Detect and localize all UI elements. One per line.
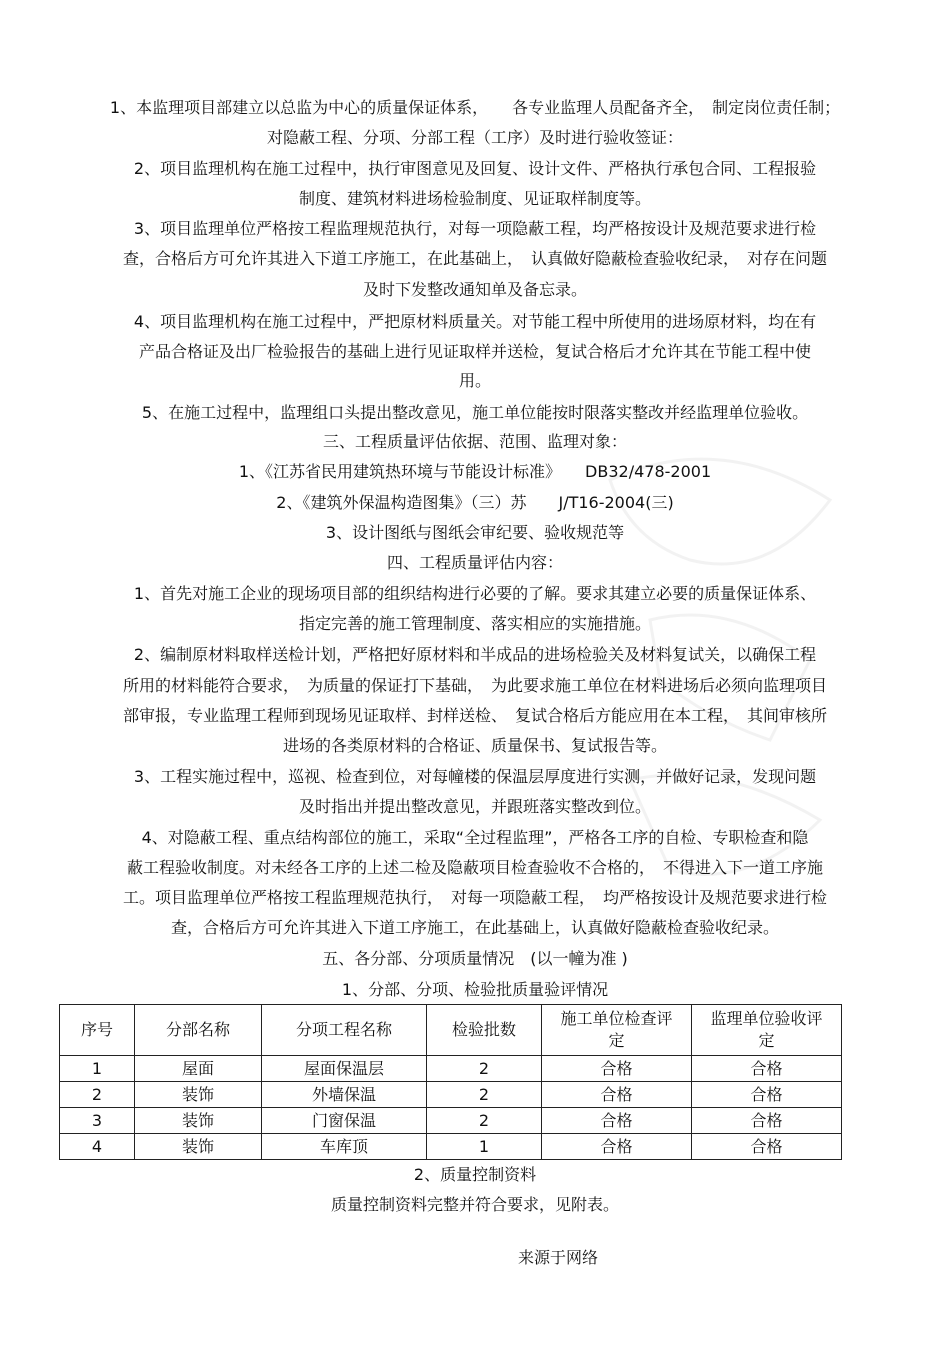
table-caption: 1、分部、分项、检验批质量验评情况 bbox=[341, 980, 609, 999]
paragraph-line: 4、项目监理机构在施工过程中，严把原材料质量关。对节能工程中所使用的进场原材料，均在有 bbox=[133, 312, 817, 331]
table-header-row bbox=[60, 1005, 842, 1056]
reference-item: 1、《江苏省民用建筑热环境与节能设计标准》 DB32/478-2001 bbox=[238, 462, 712, 481]
table-cell: 装饰 bbox=[135, 1082, 262, 1108]
table-cell: 门窗保温 bbox=[262, 1108, 427, 1134]
table-cell: 4 bbox=[60, 1134, 135, 1160]
paragraph-line: 产品合格证及出厂检验报告的基础上进行见证取样并送检，复试合格后才允许其在节能工程中使 bbox=[138, 342, 811, 361]
paragraph-line: 工。项目监理单位严格按工程监理规范执行， 对每一项隐蔽工程， 均严格按设计及规范要求进行检 bbox=[122, 888, 827, 907]
table-cell: 屋面保温层 bbox=[262, 1056, 427, 1082]
paragraph-line: 查，合格后方可允许其进入下道工序施工，在此基础上， 认真做好隐蔽检查验收纪录， 对存在问题 bbox=[122, 249, 827, 268]
table-cell: 合格 bbox=[542, 1082, 692, 1108]
section-heading: 四、工程质量评估内容： bbox=[386, 553, 563, 572]
table-cell: 1 bbox=[60, 1056, 135, 1082]
table-row bbox=[60, 1108, 842, 1134]
table-cell: 屋面 bbox=[135, 1056, 262, 1082]
header-cell: 分部名称 bbox=[135, 1005, 262, 1056]
table-cell: 2 bbox=[427, 1082, 542, 1108]
table-cell: 2 bbox=[60, 1082, 135, 1108]
section-heading: 五、各分部、分项质量情况 (以一幢为准 ) bbox=[322, 949, 628, 968]
paragraph-line: 查，合格后方可允许其进入下道工序施工，在此基础上，认真做好隐蔽检查验收纪录。 bbox=[170, 918, 779, 937]
paragraph-line: 对隐蔽工程、分项、分部工程（工序）及时进行验收签证： bbox=[266, 128, 683, 147]
paragraph-line: 5、在施工过程中，监理组口头提出整改意见，施工单位能按时限落实整改并经监理单位验收。 bbox=[141, 403, 809, 422]
paragraph-line: 指定完善的施工管理制度、落实相应的实施措施。 bbox=[298, 614, 651, 633]
table-row bbox=[60, 1056, 842, 1082]
paragraph-line: 制度、建筑材料进场检验制度、见证取样制度等。 bbox=[298, 189, 651, 208]
table-cell: 外墙保温 bbox=[262, 1082, 427, 1108]
reference-item: 2、《建筑外保温构造图集》（三）苏 J/T16-2004(三) bbox=[276, 493, 674, 512]
paragraph-line: 及时指出并提出整改意见，并跟班落实整改到位。 bbox=[298, 797, 651, 816]
paragraph-line: 4、对隐蔽工程、重点结构部位的施工，采取“全过程监理”，严格各工序的自检、专职检查和隐 bbox=[141, 828, 809, 847]
table-cell: 合格 bbox=[542, 1134, 692, 1160]
paragraph-line: 及时下发整改通知单及备忘录。 bbox=[362, 280, 587, 299]
section-heading: 三、工程质量评估依据、范围、监理对象： bbox=[322, 432, 627, 451]
subsection-heading: 2、质量控制资料 bbox=[413, 1165, 537, 1184]
paragraph-line: 3、项目监理单位严格按工程监理规范执行，对每一项隐蔽工程，均严格按设计及规范要求进行检 bbox=[133, 219, 817, 238]
paragraph-line: 部审报，专业监理工程师到现场见证取样、封样送检、 复试合格后方能应用在本工程， 其间审核所 bbox=[122, 706, 827, 725]
table-cell: 1 bbox=[427, 1134, 542, 1160]
table-row bbox=[60, 1082, 842, 1108]
header-cell: 序号 bbox=[60, 1005, 135, 1056]
header-cell: 监理单位验收评定 bbox=[692, 1005, 842, 1056]
header-cell: 施工单位检查评定 bbox=[542, 1005, 692, 1056]
table-cell: 车库顶 bbox=[262, 1134, 427, 1160]
table-cell: 2 bbox=[427, 1056, 542, 1082]
table-cell: 合格 bbox=[692, 1056, 842, 1082]
paragraph-line: 2、项目监理机构在施工过程中，执行审图意见及回复、设计文件、严格执行承包合同、工程报验 bbox=[133, 159, 817, 178]
table-cell: 合格 bbox=[692, 1108, 842, 1134]
reference-item: 3、设计图纸与图纸会审纪要、验收规范等 bbox=[325, 523, 625, 542]
table-row bbox=[60, 1134, 842, 1160]
table-cell: 3 bbox=[60, 1108, 135, 1134]
quality-table bbox=[59, 1004, 842, 1160]
table-cell: 合格 bbox=[692, 1082, 842, 1108]
table-cell: 合格 bbox=[692, 1134, 842, 1160]
paragraph-line: 用。 bbox=[458, 371, 491, 390]
table-cell: 合格 bbox=[542, 1108, 692, 1134]
table-cell: 合格 bbox=[542, 1056, 692, 1082]
paragraph-line: 所用的材料能符合要求， 为质量的保证打下基础， 为此要求施工单位在材料进场后必须向监理项目 bbox=[122, 676, 827, 695]
paragraph-line: 蔽工程验收制度。对未经各工序的上述二检及隐蔽项目检查验收不合格的， 不得进入下一道工序施 bbox=[126, 858, 823, 877]
paragraph-line: 1、首先对施工企业的现场项目部的组织结构进行必要的了解。要求其建立必要的质量保证体系、 bbox=[133, 584, 817, 603]
table-cell: 装饰 bbox=[135, 1108, 262, 1134]
paragraph-line: 质量控制资料完整并符合要求，见附表。 bbox=[330, 1195, 619, 1214]
table-cell: 2 bbox=[427, 1108, 542, 1134]
paragraph-line: 2、编制原材料取样送检计划，严格把好原材料和半成品的进场检验关及材料复试关，以确保工程 bbox=[133, 645, 817, 664]
table-cell: 装饰 bbox=[135, 1134, 262, 1160]
paragraph-line: 进场的各类原材料的合格证、质量保书、复试报告等。 bbox=[282, 736, 667, 755]
source-note: 来源于网络 bbox=[518, 1248, 599, 1267]
paragraph-line: 3、工程实施过程中，巡视、检查到位，对每幢楼的保温层厚度进行实测，并做好记录，发现问题 bbox=[133, 767, 817, 786]
paragraph-line: 1、本监理项目部建立以总监为中心的质量保证体系， 各专业监理人员配备齐全， 制定岗位责任制； bbox=[109, 98, 841, 117]
header-cell: 分项工程名称 bbox=[262, 1005, 427, 1056]
header-cell: 检验批数 bbox=[427, 1005, 542, 1056]
